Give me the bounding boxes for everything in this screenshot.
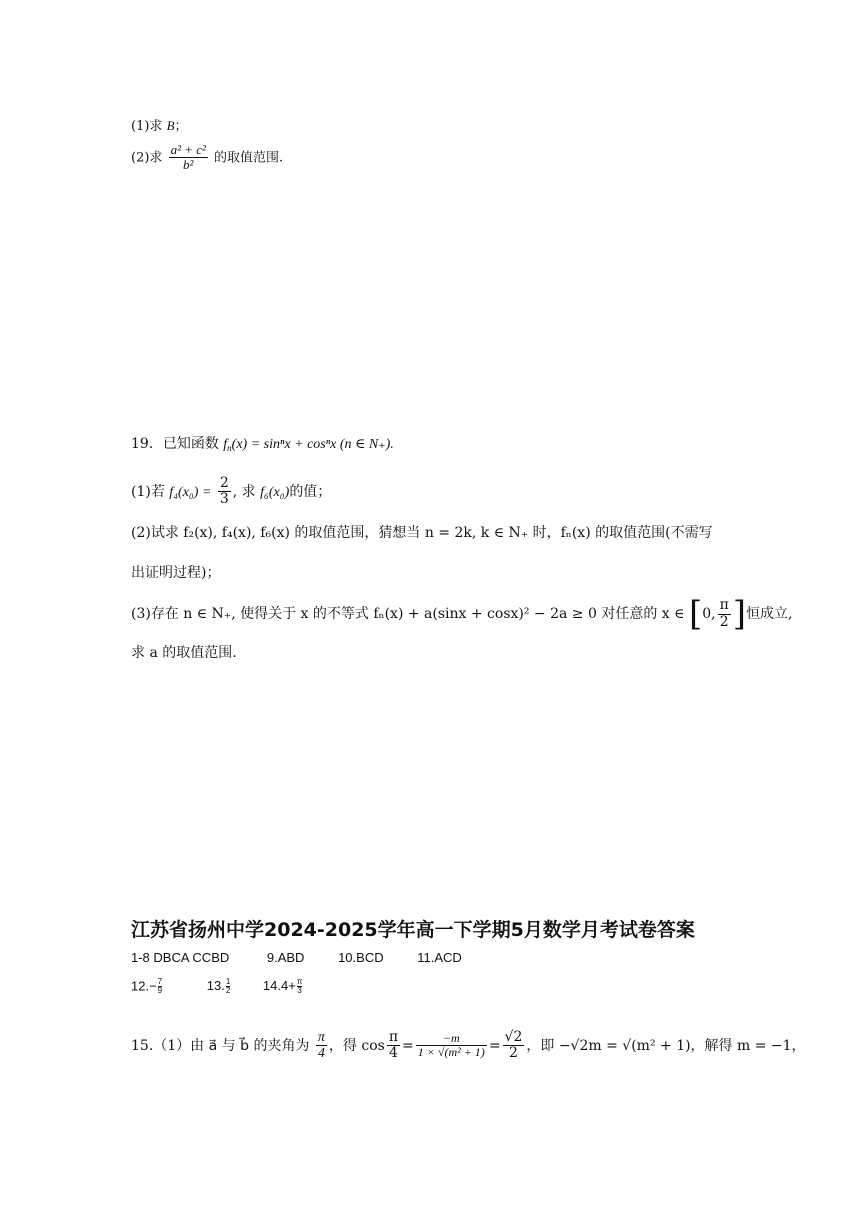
q18-part1-var: B [166,118,175,133]
q18-part2-end: 的取值范围. [214,150,284,166]
q19-part1-fraction [218,476,231,508]
q19-part3-line1 [131,594,793,634]
interval-pi-fraction [718,598,731,630]
interval-start: 0, [702,606,716,622]
answer-15-line [131,1030,806,1062]
q19-intro [131,433,394,453]
answer-14-fraction [297,978,303,996]
fraction-numerator: √2 [504,1029,523,1045]
q18-part2-fraction [169,143,208,173]
q19-part1-condition: f₄(x₀) = [169,484,212,500]
equals-sign-2: = [488,1037,501,1054]
fraction-numerator: π [296,977,303,986]
answer-12: 12.− [131,978,157,994]
answer-11: 11.ACD [417,950,462,965]
fraction-denominator: 2 [503,1045,525,1061]
answer-15-ratio [416,1032,487,1059]
q19-part1 [131,476,331,508]
fraction-numerator: π [719,597,729,614]
answer-9: 9.ABD [266,950,305,965]
q19-part2-line1: (2)试求 f₂(x), f₄(x), f₆(x) 的取值范围，猜想当 n = 2k, k ∈ N₊ 时，fₙ(x) 的取值范围(不需写 [131,525,713,541]
q19-part2-line2: 出证明过程)； [131,565,221,581]
q19-part1-end: 的值； [289,483,332,500]
answer-15-pi-over-4 [316,1030,327,1062]
fraction-numerator: 1 [225,977,231,986]
interval-left-bracket: [ [688,594,703,634]
answer-13: 13. [206,978,225,994]
q19-fn-body: (x) = sinⁿx + cosⁿx (n ∈ N₊). [231,437,394,452]
q19-part3-end: 恒成立, [746,606,793,622]
answer-15-text: 15.（1）由 a⃗ 与 b⃗ 的夹角为 [131,1037,310,1054]
fraction-denominator: 9 [157,986,163,996]
fraction-denominator: b² [169,157,208,172]
fraction-denominator: 3 [297,986,302,996]
q18-part1-label: (1)求 [131,119,163,134]
q19-part1-target: f₆(x₀) [260,484,290,500]
answer-title: 江苏省扬州中学2024-2025学年高一下学期5月数学月考试卷答案 [131,919,695,941]
q18-part2 [131,143,283,173]
answer-row-1 [131,950,462,965]
equals-sign: = [402,1037,414,1054]
answer-row-2 [131,978,303,996]
q19-part1-mid: , 求 [232,483,256,500]
answer-15-cos: ，得 cos [328,1037,385,1054]
q19-part3-line2: 求 a 的取值范围. [131,645,237,661]
fraction-numerator: 7 [157,977,163,986]
fraction-denominator: 2 [225,986,231,996]
answer-14: 14.4+ [262,978,296,994]
interval-right-bracket: ] [732,594,747,634]
answer-12-fraction [158,978,162,996]
q18-part1 [131,115,188,134]
q19-part3-text: (3)存在 n ∈ N₊, 使得关于 x 的不等式 fₙ(x) + a(sinx + cosx)² − 2a ≥ 0 对任意的 x ∈ [131,606,685,622]
fraction-denominator: 4 [316,1045,327,1061]
fraction-denominator: 2 [718,614,731,630]
answer-15-root2-over-2 [503,1030,525,1062]
fraction-denominator: 1 × √(m² + 1) [417,1045,485,1060]
fraction-numerator: a² + c² [170,142,206,157]
fraction-denominator: 3 [219,491,229,508]
answer-mc: 1-8 DBCA CCBD [131,950,230,965]
q18-part1-end: ； [174,119,188,134]
answer-15-cos-arg [387,1030,400,1062]
fraction-numerator: π [317,1030,325,1045]
q18-part2-label: (2)求 [131,150,163,166]
fraction-numerator: 2 [219,475,229,491]
answer-10: 10.BCD [338,950,384,965]
fraction-denominator: 4 [387,1045,400,1061]
q19-fn-name: f [223,437,228,452]
fraction-numerator: −m [442,1031,460,1046]
fraction-numerator: π [388,1029,399,1045]
q19-intro-label: 19．已知函数 [131,436,219,452]
q19-part1-label: (1)若 [131,483,165,500]
q19-fn-subscript: n [227,443,232,453]
answer-13-fraction [226,978,230,996]
answer-15-end: ，即 −√2m = √(m² + 1)，解得 m = −1， [526,1037,806,1054]
